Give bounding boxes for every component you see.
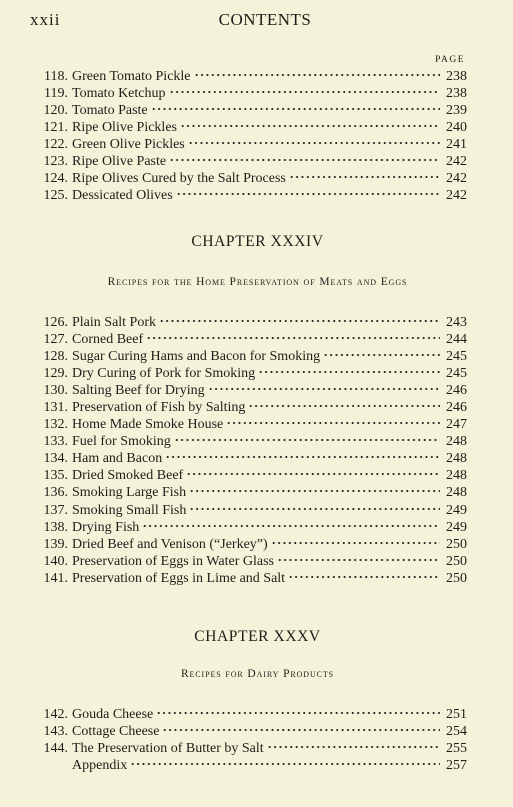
toc-entry xyxy=(30,102,467,119)
entry-page: 251 xyxy=(446,707,467,722)
toc-entry xyxy=(30,570,467,587)
toc-entry xyxy=(30,170,467,187)
entry-number: 125. xyxy=(43,188,68,204)
chapter-heading: CHAPTER XXXV xyxy=(194,628,321,645)
toc-entry xyxy=(30,706,467,723)
entry-title: Sugar Curing Hams and Bacon for Smoking xyxy=(72,349,321,365)
toc-entry xyxy=(30,484,467,501)
entry-list xyxy=(30,68,467,204)
entry-number: 127. xyxy=(43,332,68,348)
entry-number: 139. xyxy=(43,536,68,552)
entry-title: Tomato Paste xyxy=(72,103,148,119)
entry-page: 245 xyxy=(446,349,467,365)
entry-number: 120. xyxy=(43,103,68,119)
entry-page: 238 xyxy=(446,86,467,102)
page-column-label: PAGE xyxy=(435,55,465,65)
entry-number: 143. xyxy=(43,724,68,740)
entry-title: Dessicated Olives xyxy=(72,188,173,204)
toc-entry xyxy=(30,757,467,774)
entry-page: 248 xyxy=(446,468,467,484)
toc-entry xyxy=(30,536,467,553)
entry-page: 242 xyxy=(446,188,467,204)
entry-number: 132. xyxy=(43,417,68,433)
entry-number: 122. xyxy=(43,137,68,153)
entry-number: 118. xyxy=(44,69,68,84)
entry-number: 130. xyxy=(43,383,68,399)
dot-leader xyxy=(288,575,440,579)
dot-leader xyxy=(176,192,440,196)
dot-leader xyxy=(156,711,440,715)
dot-leader xyxy=(271,541,440,545)
entry-number: 124. xyxy=(43,171,68,187)
entry-number: 126. xyxy=(43,315,68,330)
toc-entry xyxy=(30,314,467,331)
entry-page: 248 xyxy=(446,485,467,501)
entry-page: 247 xyxy=(446,417,467,433)
dot-leader xyxy=(277,558,440,562)
entry-number: 133. xyxy=(43,434,68,450)
toc-entry xyxy=(30,502,467,519)
entry-page: 244 xyxy=(446,332,467,348)
entry-title: Dried Smoked Beef xyxy=(72,468,184,484)
entry-number: 134. xyxy=(43,451,68,467)
entry-title: Ripe Olive Pickles xyxy=(72,120,177,136)
entry-page: 255 xyxy=(446,741,467,757)
dot-leader xyxy=(146,336,440,340)
toc-entry xyxy=(30,740,467,757)
entry-title: Smoking Small Fish xyxy=(72,502,187,518)
entry-number: 123. xyxy=(43,154,68,170)
dot-leader xyxy=(174,438,440,442)
toc-entry xyxy=(30,382,467,399)
chapter-subtitle: Recipes for the Home Preservation of Meats and Eggs xyxy=(107,276,408,288)
toc-entry xyxy=(30,348,467,365)
dot-leader xyxy=(162,728,440,732)
toc-entry xyxy=(30,331,467,348)
dot-leader xyxy=(226,421,440,425)
dot-leader xyxy=(208,387,440,391)
toc-entry xyxy=(30,723,467,740)
dot-leader xyxy=(151,107,440,111)
entry-page: 243 xyxy=(446,315,467,330)
dot-leader xyxy=(189,489,440,493)
toc-entry xyxy=(30,136,467,153)
entry-title: The Preservation of Butter by Salt xyxy=(72,741,264,757)
entry-page: 242 xyxy=(446,171,467,187)
entry-title: Salting Beef for Drying xyxy=(72,383,205,399)
entry-number: 135. xyxy=(43,468,68,484)
entry-title: Appendix xyxy=(72,758,128,774)
entry-page: 241 xyxy=(446,137,467,153)
toc-entry xyxy=(30,553,467,570)
dot-leader xyxy=(186,472,440,476)
page-header xyxy=(30,10,500,34)
entry-page: 250 xyxy=(446,553,467,569)
toc-entry xyxy=(30,416,467,433)
toc-entry xyxy=(30,450,467,467)
entry-title: Ham and Bacon xyxy=(72,451,163,467)
entry-page: 245 xyxy=(446,366,467,382)
entry-page: 239 xyxy=(446,103,467,119)
entry-title: Preservation of Eggs in Lime and Salt xyxy=(72,570,286,586)
entry-title: Drying Fish xyxy=(72,519,140,535)
entry-title: Corned Beef xyxy=(72,332,144,348)
dot-leader xyxy=(159,319,440,323)
entry-title: Preservation of Fish by Salting xyxy=(72,400,246,416)
entry-number: 144. xyxy=(43,741,68,757)
entry-list xyxy=(30,314,467,587)
chapter-heading: CHAPTER XXXIV xyxy=(191,233,324,250)
toc-entry xyxy=(30,85,467,102)
entry-page: 248 xyxy=(446,451,467,467)
dot-leader xyxy=(169,90,441,94)
dot-leader xyxy=(169,158,440,162)
toc-entry xyxy=(30,433,467,450)
toc-entry xyxy=(30,187,467,204)
entry-number: 142. xyxy=(43,707,68,722)
dot-leader xyxy=(258,370,440,374)
dot-leader xyxy=(180,124,440,128)
entry-title: Smoking Large Fish xyxy=(72,485,187,501)
entry-title: Green Tomato Pickle xyxy=(72,69,191,84)
entry-number: 119. xyxy=(44,86,68,102)
page-folio: xxii xyxy=(30,10,61,29)
running-title: CONTENTS xyxy=(218,10,312,29)
dot-leader xyxy=(323,353,440,357)
dot-leader xyxy=(165,455,440,459)
entry-number: 140. xyxy=(43,553,68,569)
entry-number: 141. xyxy=(43,570,68,586)
entry-list xyxy=(30,706,467,774)
toc-entry xyxy=(30,153,467,170)
entry-page: 249 xyxy=(446,519,467,535)
toc-entry xyxy=(30,365,467,382)
toc-entry xyxy=(30,467,467,484)
entry-title: Home Made Smoke House xyxy=(72,417,224,433)
dot-leader xyxy=(189,507,440,511)
entry-page: 238 xyxy=(446,69,467,84)
entry-title: Dry Curing of Pork for Smoking xyxy=(72,366,256,382)
entry-number: 131. xyxy=(43,400,68,416)
entry-number: 128. xyxy=(43,349,68,365)
toc-entry xyxy=(30,119,467,136)
dot-leader xyxy=(289,175,440,179)
entry-page: 246 xyxy=(446,400,467,416)
entry-page: 248 xyxy=(446,434,467,450)
entry-title: Preservation of Eggs in Water Glass xyxy=(72,553,274,569)
toc-entry xyxy=(30,399,467,416)
entry-title: Cottage Cheese xyxy=(72,724,160,740)
entry-page: 240 xyxy=(446,120,467,136)
entry-title: Gouda Cheese xyxy=(72,707,154,722)
entry-number: 129. xyxy=(43,366,68,382)
dot-leader xyxy=(188,141,440,145)
entry-title: Green Olive Pickles xyxy=(72,137,185,153)
entry-title: Tomato Ketchup xyxy=(72,86,166,102)
dot-leader xyxy=(267,745,440,749)
toc-entry xyxy=(30,519,467,536)
entry-number: 138. xyxy=(43,519,68,535)
entry-page: 246 xyxy=(446,383,467,399)
dot-leader xyxy=(194,73,440,77)
entry-number: 121. xyxy=(43,120,68,136)
chapter-subtitle: Recipes for Dairy Products xyxy=(180,668,335,680)
entry-page: 254 xyxy=(446,724,467,740)
entry-page: 250 xyxy=(446,536,467,552)
entry-page: 250 xyxy=(446,570,467,586)
dot-leader xyxy=(130,762,440,766)
entry-title: Ripe Olive Paste xyxy=(72,154,167,170)
entry-page: 242 xyxy=(446,154,467,170)
entry-title: Plain Salt Pork xyxy=(72,315,157,330)
dot-leader xyxy=(248,404,440,408)
entry-title: Fuel for Smoking xyxy=(72,434,171,450)
entry-title: Ripe Olives Cured by the Salt Process xyxy=(72,171,286,187)
entry-page: 249 xyxy=(446,502,467,518)
entry-number: 137. xyxy=(43,502,68,518)
entry-number: 136. xyxy=(43,485,68,501)
dot-leader xyxy=(142,524,440,528)
entry-title: Dried Beef and Venison (“Jerkey”) xyxy=(72,536,268,552)
toc-entry xyxy=(30,68,467,85)
entry-page: 257 xyxy=(446,758,467,774)
